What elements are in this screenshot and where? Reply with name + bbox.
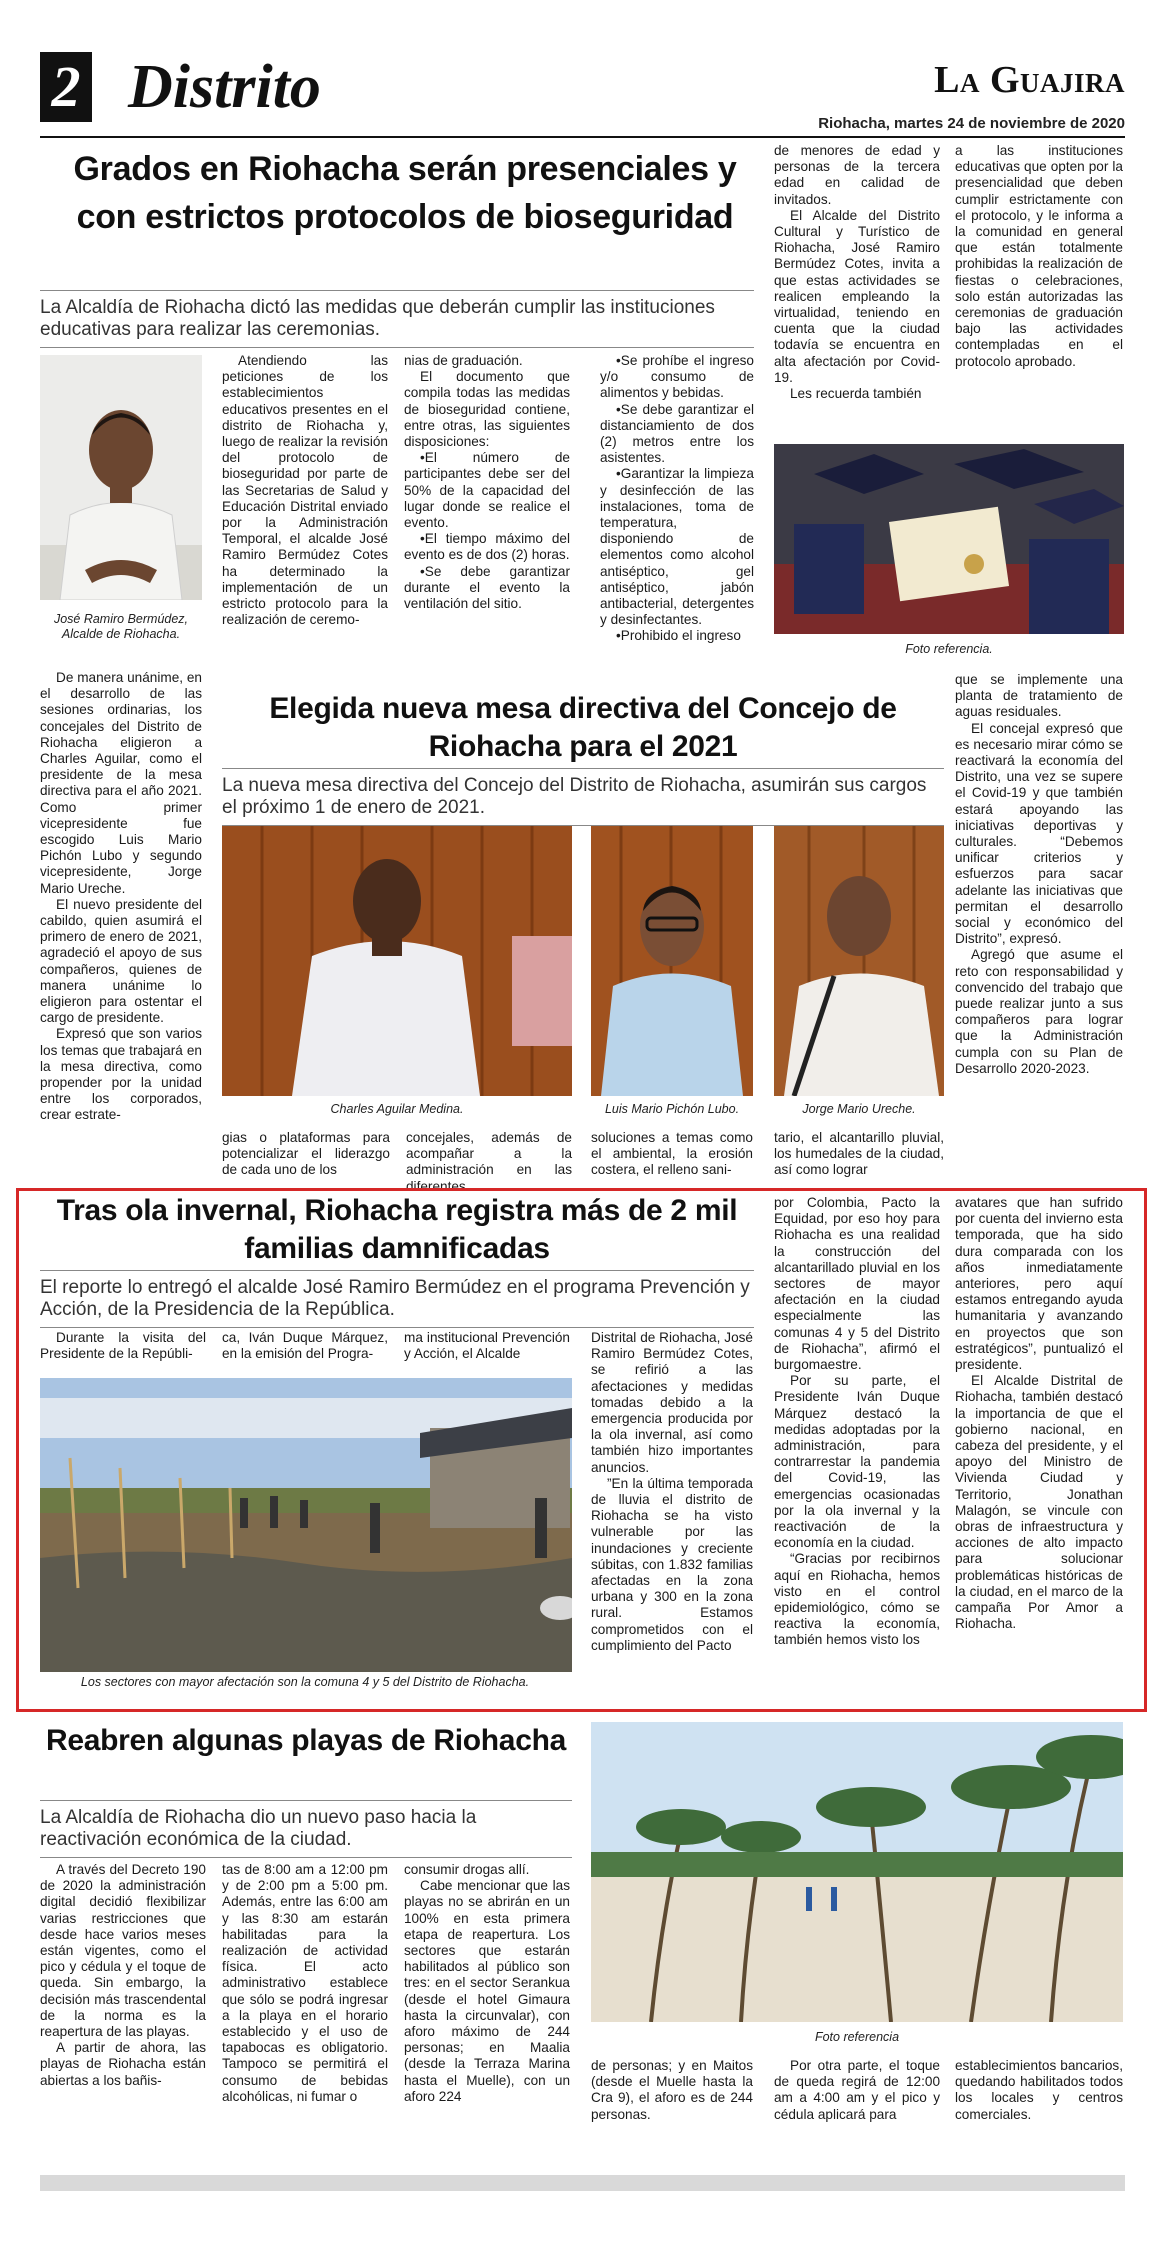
art2-bottom-col1: gias o plataformas para potencializar el liderazgo de cada uno de los [222, 1130, 390, 1178]
page-number-badge: 2 [40, 52, 92, 122]
brand-logo: La Guajira [934, 59, 1125, 101]
photo-beach [591, 1722, 1123, 2022]
art2-right-col: que se implemente una planta de tratamiento de aguas residuales. El concejal expresó que es necesario mirar cómo se reactivará la economía del Distrito, una vez se supere el Covid-19 y que también estará apoyando las iniciativas deportivas y culturales. “Debemos unificar criterios y esfuerzos para sacar adelante las iniciativas que permitan el desarrollo social y económico del Distrito”, expresó. Agregó que asume el reto con responsabilidad y convencido del trabajo que puede realizar junto a sus compañeros para lograr que la Administración cumpla con su Plan de Desarrollo 2020-2023. [955, 672, 1123, 1076]
art1-col5: a las instituciones educativas que opten por la presencialidad que deben cumplir estrictamente con el protocolo, y le informa a la comunidad en general que están totalmente prohibidas la realización de fiestas o celebraciones, solo están autorizadas las ceremonias de graduación bajo las actividades contempladas en el protocolo aprobado. [955, 143, 1123, 369]
dateline: Riohacha, martes 24 de noviembre de 2020 [818, 115, 1125, 132]
photo-jorge-mario [774, 826, 944, 1096]
subtitle-council: La nueva mesa directiva del Concejo del Distrito de Riohacha, asumirán sus cargos el próximo 1 de enero de 2021. [222, 768, 944, 826]
photo-luis-mario [591, 826, 753, 1096]
caption-graduation: Foto referencia. [905, 642, 993, 656]
headline-beaches: Reabren algunas playas de Riohacha [46, 1724, 566, 1757]
art3-col4: Distrital de Riohacha, José Ramiro Bermúdez Cotes, se refirió a las afectaciones y medidas tomadas debido a la emergencia producida por la ola invernal, así como también hizo importantes anuncios. ”En la última temporada de lluvia el distrito de Riohacha se ha visto vulnerable por las inundaciones y creciente súbitas, con 1.832 familias afectadas en la zona urbana y 300 en la zona rural. Estamos comprometidos con el cumplimiento del Pacto [591, 1330, 753, 1653]
photo-flood [40, 1378, 572, 1672]
headline-graduation: Grados en Riohacha serán presenciales y con estrictos protocolos de bioseguridad [73, 150, 737, 236]
headline-council: Elegida nueva mesa directiva del Concejo de Riohacha para el 2021 [269, 692, 897, 763]
art1-col3: •Se prohíbe el ingreso y/o consumo de alimentos y bebidas. •Se debe garantizar el distanciamiento de dos (2) metros entre los asistentes. •Garantizar la limpieza y desinfección de las instalaciones, toma de temperatura, disponiendo de elementos como alcohol antiséptico, gel antiséptico, jabón antibacterial, detergentes y desinfectantes. •Prohibido el ingreso [600, 353, 754, 644]
section-title: Distrito [128, 53, 321, 121]
header-rule [40, 136, 1125, 138]
art4-bottom-col2: Por otra parte, el toque de queda regirá de 12:00 am a 4:00 am y el pico y cédula aplicará para [774, 2058, 940, 2122]
photo-mayor [40, 355, 202, 600]
art2-bottom-col3: soluciones a temas como el ambiental, la erosión costera, el relleno sani- [591, 1130, 753, 1178]
caption-charles-aguilar: Charles Aguilar Medina. [330, 1102, 464, 1116]
art1-col4: de menores de edad y personas de la tercera edad en calidad de invitados. El Alcalde del Distrito Cultural y Turístico de Riohacha, José Ramiro Bermúdez Cotes, invita a que estas actividades se realicen empleando la virtualidad, teniendo en cuenta que la ciudad todavía se encuentra en alta afectación por Covid-19. Les recuerda también [774, 143, 940, 402]
subtitle-beaches: La Alcaldía de Riohacha dio un nuevo paso hacia la reactivación económica de la ciudad. [40, 1800, 572, 1858]
art3-col5: por Colombia, Pacto la Equidad, por eso hoy para Riohacha es una realidad la construcción del alcantarillado pluvial en los sectores de mayor afectación en la ciudad especialmente las comunas 4 y 5 del Distrito de Riohacha”, afirmó el burgomaestre. Por su parte, el Presidente Iván Duque Márquez destacó la medidas adoptadas por la administración, para contrarrestar la pandemia del Covid-19, las emergencias ocasionadas por la ola invernal y la reactivación de la economía en la ciudad. “Gracias por recibirnos aquí en Riohacha, hemos visto en el control epidemiológico, cómo se reactiva la economía, también hemos visto los [774, 1195, 940, 1648]
caption-flood: Los sectores con mayor afectación son la comuna 4 y 5 del Distrito de Riohacha. [80, 1675, 530, 1689]
caption-beach: Foto referencia [814, 2030, 900, 2044]
art4-col1: A través del Decreto 190 de 2020 la administración digital decidió flexibilizar varias restricciones que desde hace varios meses están vigentes, como el pico y cédula y el toque de queda. Sin embargo, la decisión más trascendental de la norma es la reapertura de las playas. A partir de ahora, las playas de Riohacha están abiertas a los bañis- [40, 1862, 206, 2088]
subtitle-floods: El reporte lo entregó el alcalde José Ramiro Bermúdez en el programa Prevención y Acción, de la Presidencia de la República. [40, 1270, 754, 1328]
art3-top-col1: Durante la visita del Presidente de la Repúbli- [40, 1330, 206, 1362]
art2-left-col: De manera unánime, en el desarrollo de las sesiones ordinarias, los concejales del Distrito de Riohacha eligieron a Charles Aguilar, como el presidente de la mesa directiva para el año 2021. Como primer vicepresidente fue escogido Luis Mario Pichón Lubo y segundo vicepresidente, Jorge Mario Ureche. El nuevo presidente del cabildo, quien asumirá el primero de enero de 2021, agradeció el apoyo de sus compañeros, quienes de manera unánime lo eligieron para ostentar el cargo de presidente. Expresó que son varios los temas que trabajará en la mesa directiva, como propender por la unidad entre los corporados, crear estrate- [40, 670, 202, 1123]
art4-col2: tas de 8:00 am a 12:00 pm y de 2:00 pm a 5:00 pm. Además, entre las 6:00 am y las 8:30 am estarán habilitadas para la realización de actividad física. El acto administrativo establece que sólo se podrá ingresar a la playa en el horario establecido y el uso de tapabocas es obligatorio. Tampoco se permitirá el consumo de bebidas alcohólicas, ni fumar o [222, 1862, 388, 2104]
art4-col3: consumir drogas allí. Cabe mencionar que las playas no se abrirán en un 100% en esta primera etapa de reapertura. Los sectores que estarán habilitados al público son tres: en el sector Serankua (desde el hotel Gimaura hasta la circunvalar), con aforo máximo de 244 personas; en Maalia (desde la Terraza Marina hasta el Muelle), con un aforo 224 [404, 1862, 570, 2104]
footer-bar [40, 2175, 1125, 2191]
art1-col2: nias de graduación. El documento que compila todas las medidas de bioseguridad contiene, entre otras, las siguientes disposiciones: •El número de participantes debe ser del 50% de la capacidad del lugar donde se realice el evento. •El tiempo máximo del evento es de dos (2) horas. •Se debe garantizar durante el evento la ventilación del sitio. [404, 353, 570, 612]
headline-floods: Tras ola invernal, Riohacha registra más de 2 mil familias damnificadas [56, 1194, 738, 1265]
art4-bottom-col3: establecimientos bancarios, quedando habilitados todos los locales y centros comerciales. [955, 2058, 1123, 2122]
art3-top-col3: ma institucional Prevención y Acción, el Alcalde [404, 1330, 570, 1362]
art4-bottom-col1: de personas; y en Maitos (desde el Muelle hasta la Cra 9), el aforo es de 244 personas. [591, 2058, 753, 2122]
caption-luis-mario: Luis Mario Pichón Lubo. [604, 1102, 740, 1116]
art3-top-col2: ca, Iván Duque Márquez, en la emisión del Progra- [222, 1330, 388, 1362]
caption-mayor: José Ramiro Bermúdez, Alcalde de Riohacha. [53, 612, 189, 641]
art2-bottom-col4: tario, el alcantarillo pluvial, los humedales de la ciudad, así como lograr [774, 1130, 944, 1178]
photo-charles-aguilar [222, 826, 572, 1096]
photo-graduation [774, 444, 1124, 634]
art2-bottom-col2: concejales, además de acompañar a la administración en las diferentes [406, 1130, 572, 1194]
subtitle-graduation: La Alcaldía de Riohacha dictó las medidas que deberán cumplir las instituciones educativas para realizar las ceremonias. [40, 290, 754, 348]
caption-jorge-mario: Jorge Mario Ureche. [802, 1102, 916, 1116]
art3-col6: avatares que han sufrido por cuenta del invierno esta temporada, que ha sido dura comparada con los años inmediatamente anteriores, pero aquí estamos entregando ayuda humanitaria y avanzando en proyectos que son estratégicos”, puntualizó el presidente. El Alcalde Distrital de Riohacha, también destacó la importancia de que el gobierno nacional, en cabeza del presidente, y el apoyo del Ministro de Vivienda Ciudad y Territorio, Jonathan Malagón, se vincule con obras de infraestructura y acciones de alto impacto para solucionar problemáticas históricas de la ciudad, en el marco de la campaña Por Amor a Riohacha. [955, 1195, 1123, 1632]
art1-col1: Atendiendo las peticiones de los establecimientos educativos presentes en el distrito de Riohacha y, luego de realizar la revisión del protocolo de bioseguridad por parte de las Secretarias de Salud y Educación Distrital enviado por la Administración Temporal, el alcalde José Ramiro Bermúdez Cotes ha determinado la implementación de un estricto protocolo para la realización de ceremo- [222, 353, 388, 628]
